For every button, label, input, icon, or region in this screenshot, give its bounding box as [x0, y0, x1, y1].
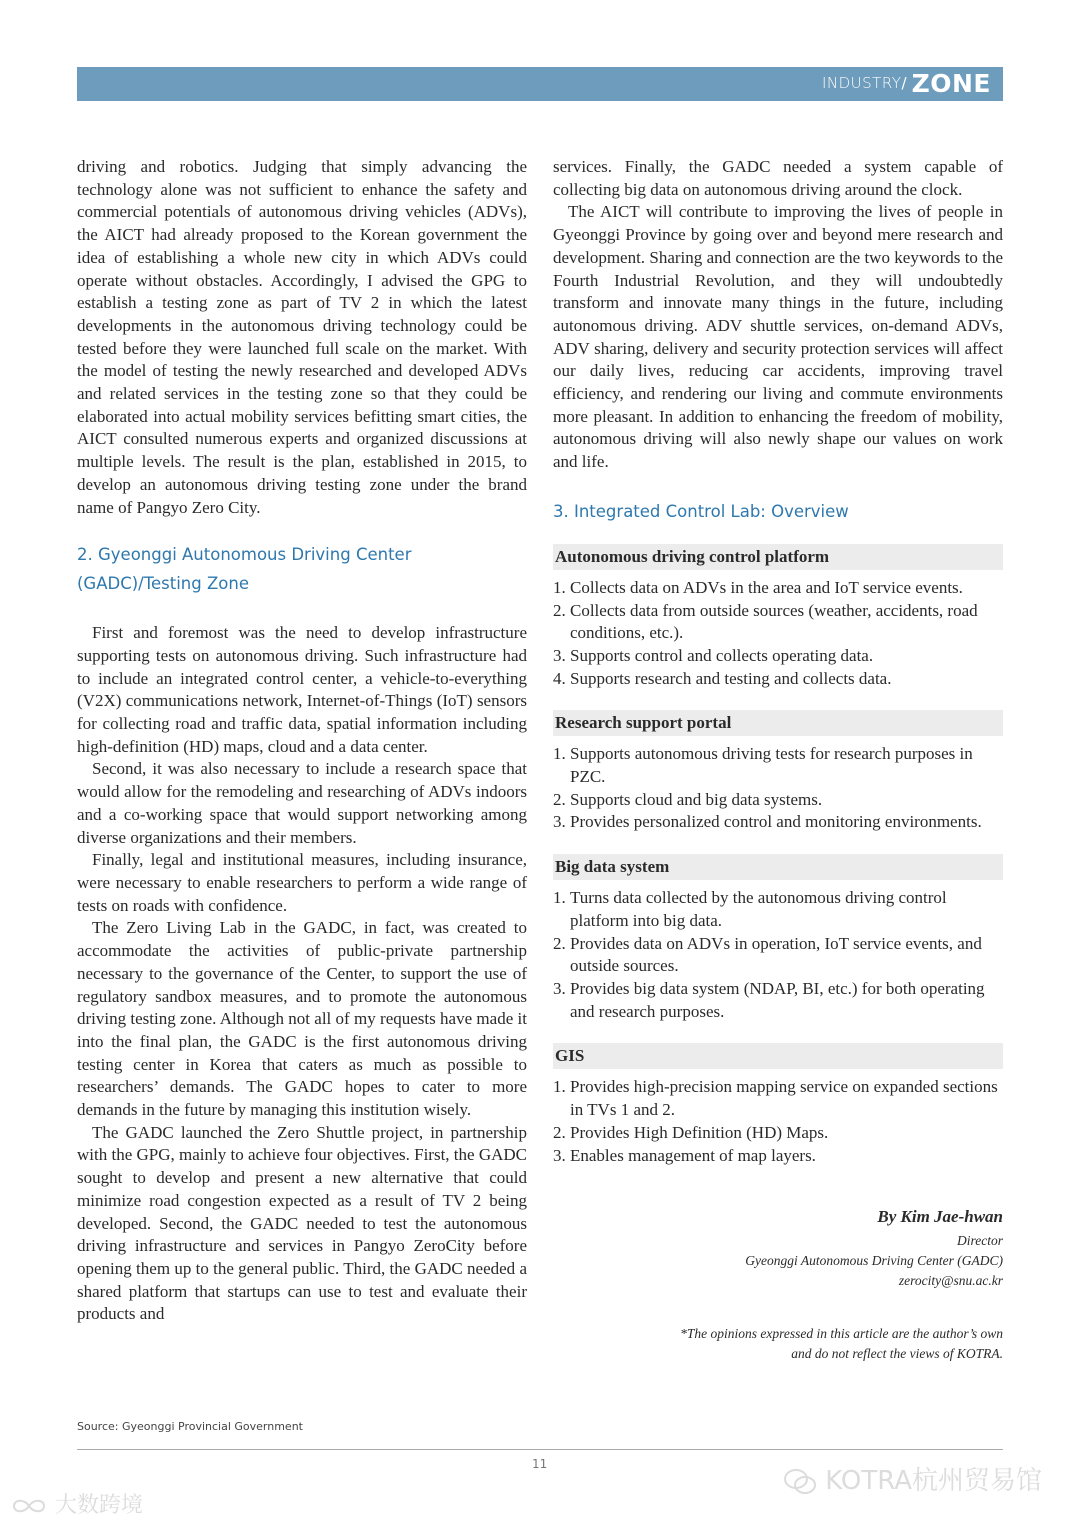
wechat-icon — [783, 1468, 817, 1496]
list-item: 3. Provides personalized control and monitoring environments. — [553, 812, 982, 832]
list-gis — [553, 1076, 1003, 1167]
list-item: 1. Supports autonomous driving tests for research purposes in PZC. — [553, 744, 973, 787]
left-paragraph-6: The GADC launched the Zero Shuttle project, in partnership with the GPG, mainly to achieve four objectives. First, the GADC sought to develop and present a new alternative that could minimize road congestion expected as a result of TV 2 being developed. Second, the GADC needed to test the autonomous driving infrastructure and services in Pangyo ZeroCity before opening them up to the general public. Third, the GADC needed a shared platform that startups can use to test and evaluate their products and — [77, 1122, 527, 1324]
author-name: By Kim Jae-hwan — [877, 1207, 1003, 1227]
list-item: 3. Provides big data system (NDAP, BI, etc.) for both operating and research purposes. — [553, 978, 985, 1021]
list-item: 2. Provides data on ADVs in operation, IoT service events, and outside sources. — [553, 933, 982, 976]
source-caption: Source: Gyeonggi Provincial Government — [77, 1420, 303, 1433]
left-paragraph-4: Finally, legal and institutional measures, including insurance, were necessary to enable researchers to perform a wide range of tests on roads with confidence. — [77, 850, 527, 915]
watermark-right-text: KOTRA杭州贸易馆 — [825, 1466, 1043, 1496]
list-item: 2. Provides High Definition (HD) Maps. — [553, 1122, 829, 1142]
list-item: 4. Supports research and testing and collects data. — [553, 668, 892, 688]
box-title-research-portal: Research support portal — [553, 710, 1003, 736]
disclaimer-line-1: *The opinions expressed in this article are the author’s own — [680, 1326, 1003, 1342]
right-column — [553, 156, 1003, 1364]
author-block — [553, 1203, 1003, 1291]
right-paragraph-2: The AICT will contribute to improving the lives of people in Gyeonggi Province by going over and beyond mere research and development. Sharing and connection are the two keywords to the Fourth Industrial Revolution, and they will undoubtedly transform and innovate many things in the future, including autonomous driving. ADV shuttle services, on-demand ADVs, ADV sharing, delivery and security protection services will affect our daily lives, reducing car accidents, improving travel efficiency, and rendering our living and commute environments more pleasant. In addition to enhancing the freedom of mobility, autonomous driving will also newly shape our values on work and life. — [553, 202, 1003, 472]
header-section: INDUSTRY — [821, 74, 902, 92]
infinity-icon — [10, 1495, 48, 1517]
watermark-left — [10, 1488, 143, 1519]
list-item: 2. Collects data from outside sources (weather, accidents, road conditions, etc.). — [553, 600, 978, 643]
section-heading-control-lab: 3. Integrated Control Lab: Overview — [553, 501, 849, 521]
header-title — [822, 69, 991, 98]
list-item: 1. Turns data collected by the autonomous driving control platform into big data. — [553, 888, 947, 930]
disclaimer-line-2: and do not reflect the views of KOTRA. — [791, 1346, 1003, 1362]
list-item: 3. Enables management of map layers. — [553, 1145, 816, 1165]
section-heading-gadc: 2. Gyeonggi Autonomous Driving Center (GADC)/Testing Zone — [77, 545, 412, 594]
footer-divider — [77, 1449, 1003, 1450]
watermark-right — [783, 1460, 1042, 1497]
left-column — [77, 156, 527, 1326]
left-paragraph-3: Second, it was also necessary to include a research space that would allow for the remodeling and researching of ADVs indoors and a co-working space that would support networking among diverse organizations and their members. — [77, 759, 527, 847]
left-paragraph-1: driving and robotics. Judging that simply advancing the technology alone was not sufficient to enhance the safety and commercial potentials of autonomous driving vehicles (ADVs), the AICT had already proposed to the Korean government the idea of establishing a whole new city in which ADVs could operate without obstacles. Accordingly, I advised the GPG to establish a testing zone as part of TV 2 in which the latest developments in the autonomous driving technology could be tested before they were launched full scale on the market. With the model of testing the newly researched and developed ADVs and related services in the testing zone so that they could be elaborated into actual mobility services befitting smart cities, the AICT consulted numerous experts and organized discussions at multiple levels. The result is the plan, established in 2015, to develop an autonomous driving testing zone under the brand name of Pangyo Zero City. — [77, 157, 527, 517]
list-item: 1. Provides high-precision mapping service on expanded sections in TVs 1 and 2. — [553, 1077, 998, 1120]
header-banner — [77, 67, 1003, 101]
box-title-big-data: Big data system — [553, 854, 1003, 880]
disclaimer-note — [553, 1324, 1003, 1364]
author-email: zerocity@snu.ac.kr — [898, 1273, 1003, 1289]
list-item: 1. Collects data on ADVs in the area and IoT service events. — [553, 577, 963, 597]
list-big-data — [553, 887, 1003, 1023]
right-paragraph-1: services. Finally, the GADC needed a system capable of collecting big data on autonomous driving around the clock. — [553, 157, 1003, 199]
list-item: 3. Supports control and collects operating data. — [553, 645, 874, 665]
list-control-platform — [553, 577, 1003, 691]
left-paragraph-5: The Zero Living Lab in the GADC, in fact, was created to accommodate the activities of public-private partnership necessary to the governance of the Center, to support the use of regulatory sandbox measures, and to promote the autonomous driving testing zone. Although not all of my requests have made it into the final plan, the GADC is the first autonomous driving testing center in Korea that caters as much as possible to researchers’ demands. The GADC hopes to cater to more demands in the future by managing this institution wisely. — [77, 918, 527, 1120]
list-research-portal — [553, 743, 1003, 834]
left-paragraph-2: First and foremost was the need to develop infrastructure supporting tests on autonomous driving. Such infrastructure had to include an integrated control center, a vehicle-to-everything (V2X) communications network, Internet-of-Things (IoT) sensors for collecting road and traffic data, spatial information including high-definition (HD) maps, cloud and a data center. — [77, 623, 527, 756]
watermark-left-text: 大数跨境 — [55, 1493, 144, 1518]
box-title-control-platform: Autonomous driving control platform — [553, 544, 1003, 570]
list-item: 2. Supports cloud and big data systems. — [553, 789, 823, 809]
author-title: Director — [957, 1233, 1003, 1249]
header-slash: / — [901, 74, 907, 92]
page-number: 11 — [532, 1457, 548, 1471]
header-zone: ZONE — [911, 69, 991, 98]
box-title-gis: GIS — [553, 1043, 1003, 1069]
author-org: Gyeonggi Autonomous Driving Center (GADC) — [745, 1253, 1003, 1269]
